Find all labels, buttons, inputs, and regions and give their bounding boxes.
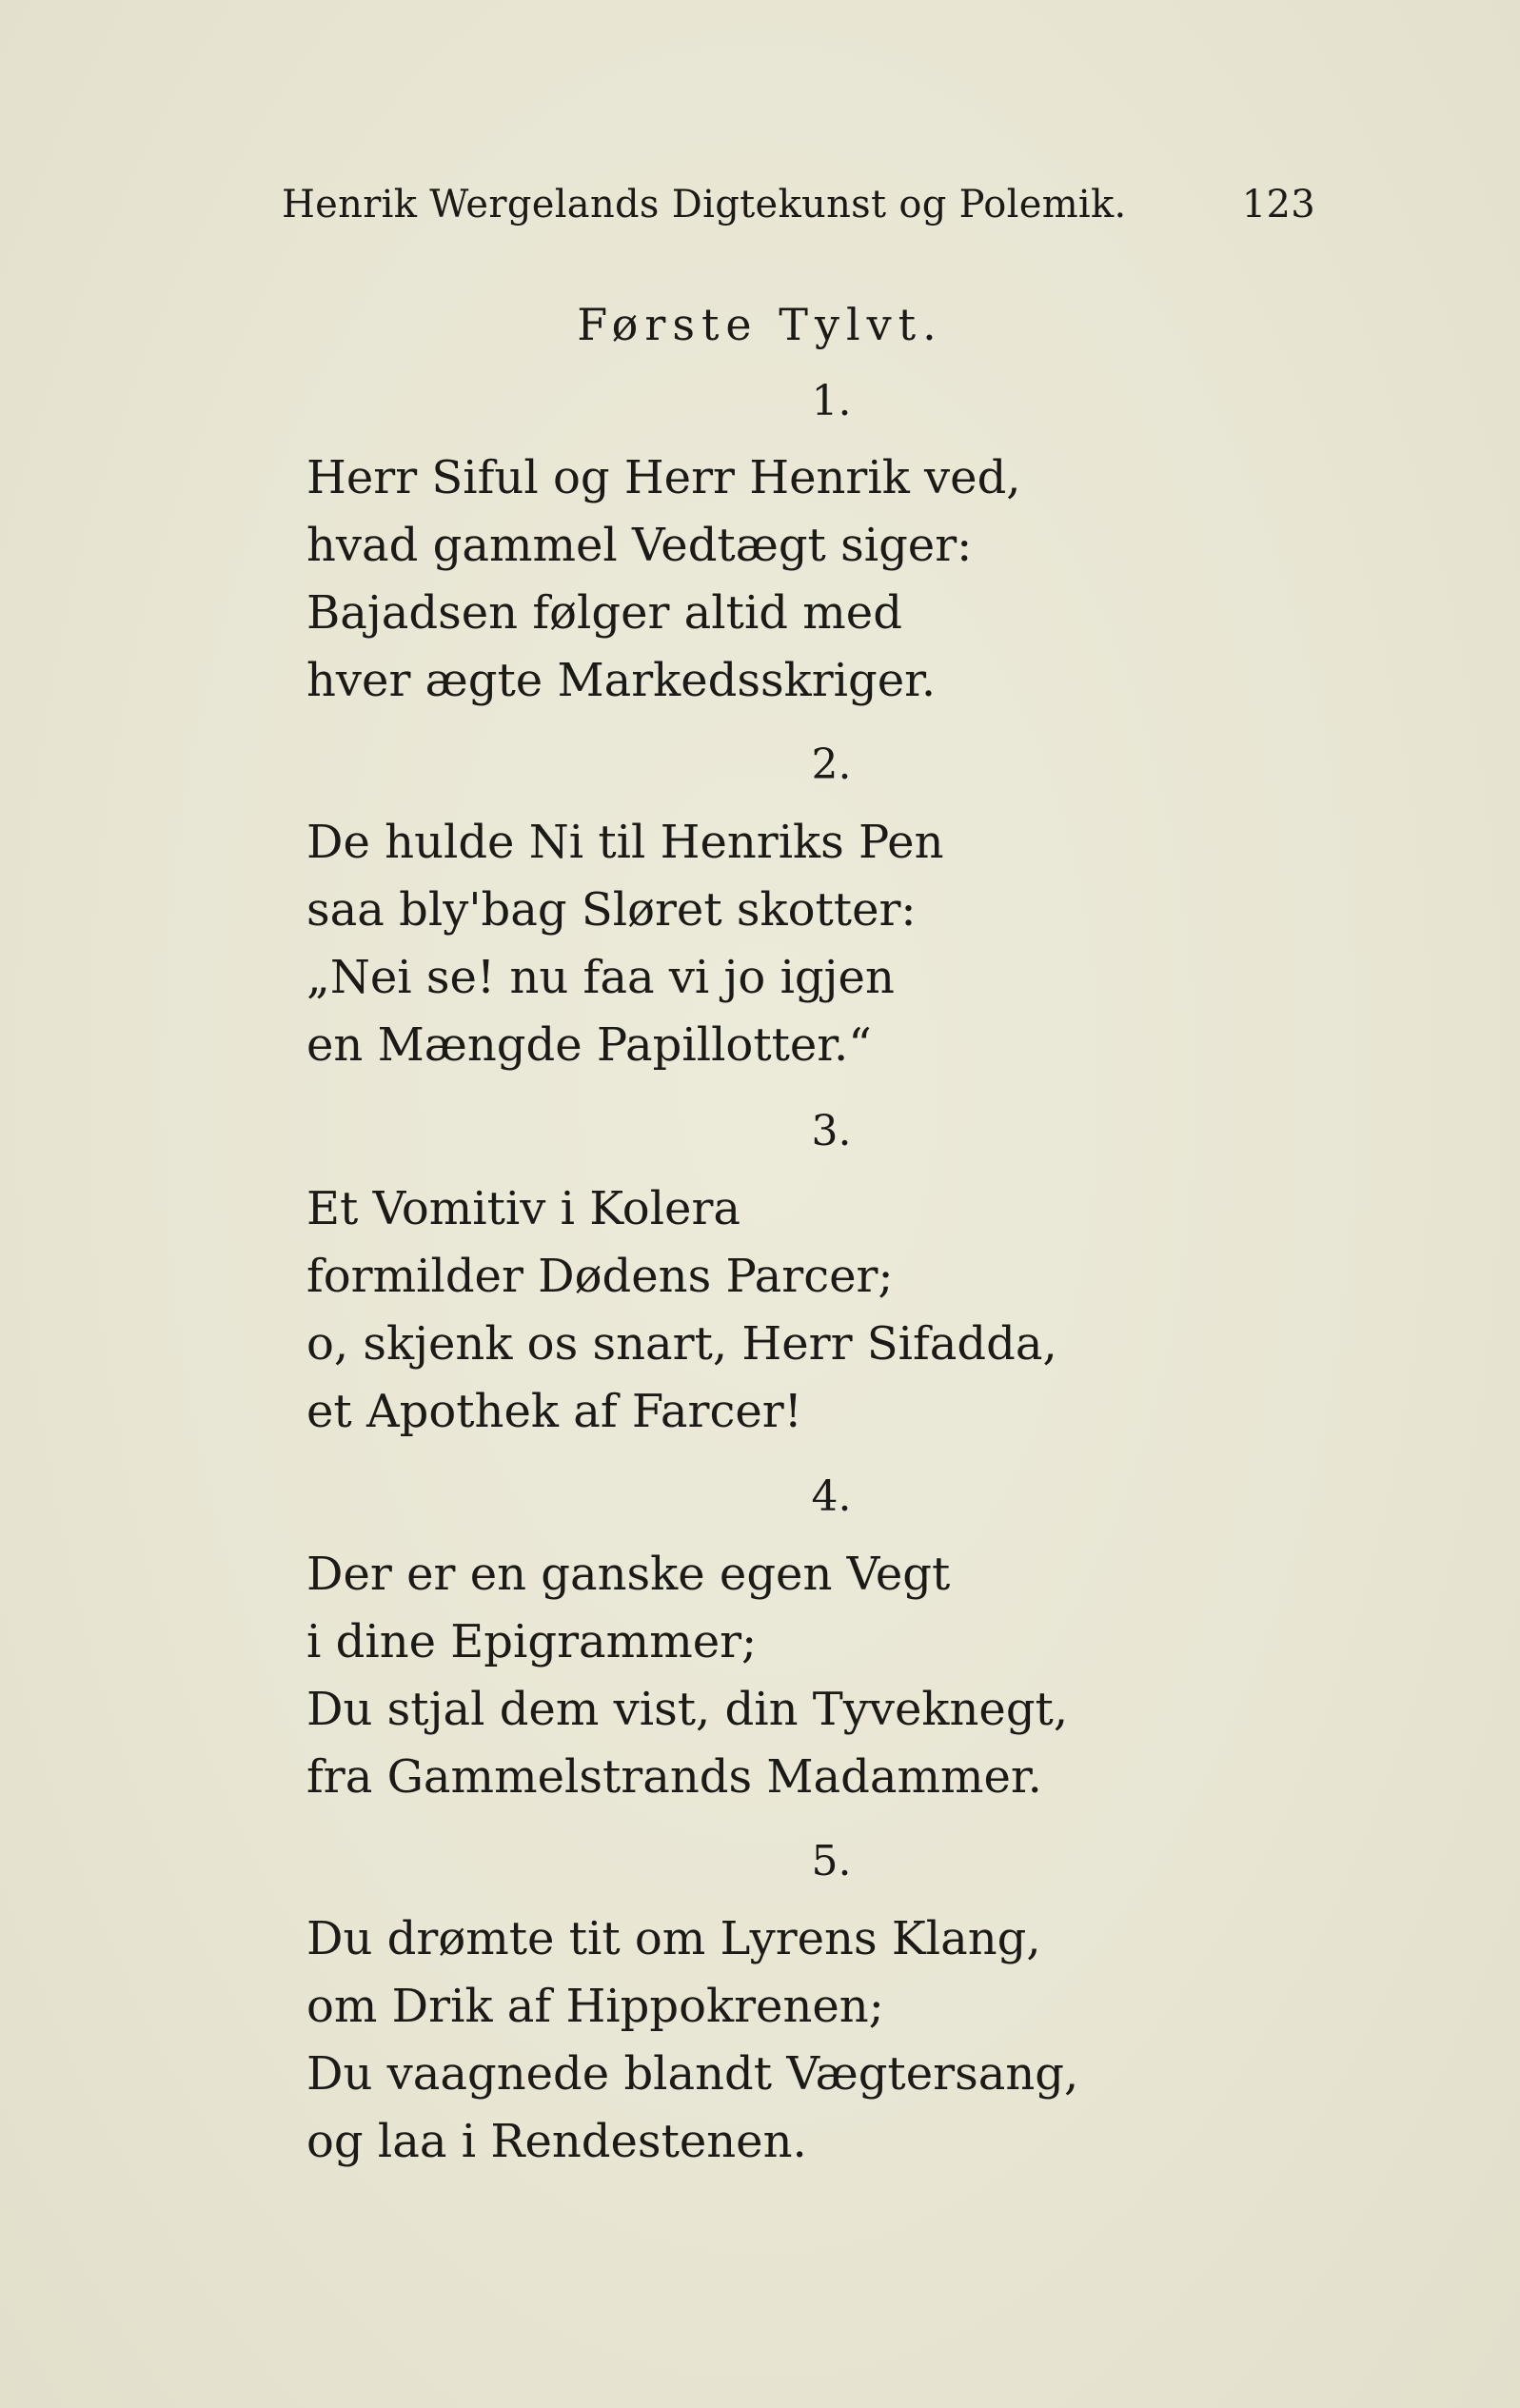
verse-line: Der er en ganske egen Vegt: [306, 1548, 951, 1601]
verse-line: De hulde Ni til Henriks Pen: [306, 816, 944, 869]
stanza-4: [306, 1541, 1258, 1811]
stanza-3: [306, 1175, 1258, 1446]
stanza-number: 5.: [811, 1837, 852, 1885]
verse-line: Et Vomitiv i Kolera: [306, 1182, 741, 1235]
verse-line: og laa i Rendestenen.: [306, 2115, 807, 2168]
verse-line: Du stjal dem vist, din Tyveknegt,: [306, 1683, 1069, 1736]
stanza-2: [306, 809, 1258, 1079]
verse-line: Herr Siful og Herr Henrik ved,: [306, 451, 1021, 504]
running-title: Henrik Wergelands Digtekunst og Polemik.: [282, 183, 1127, 227]
verse-line: Bajadsen følger altid med: [306, 586, 902, 640]
stanza-number: 4.: [811, 1472, 852, 1521]
stanza-number: 2.: [811, 740, 852, 789]
verse-line: fra Gammelstrands Madammer.: [306, 1750, 1042, 1804]
verse-line: en Mængde Papillotter.“: [306, 1018, 872, 1072]
verse-line: om Drik af Hippokrenen;: [306, 1980, 884, 2033]
verse-line: hver ægte Markedsskriger.: [306, 654, 937, 707]
running-head: [282, 183, 1315, 236]
verse-line: o, skjenk os snart, Herr Sifadda,: [306, 1317, 1057, 1371]
stanza-1: [306, 444, 1258, 715]
verse-line: formilder Dødens Parcer;: [306, 1250, 894, 1303]
page-number: 123: [1241, 183, 1315, 227]
verse-line: saa bly'bag Sløret skotter:: [306, 883, 917, 937]
verse-line: hvad gammel Vedtægt siger:: [306, 519, 973, 572]
verse-line: i dine Epigrammer;: [306, 1615, 758, 1668]
section-title: Første Tylvt.: [577, 299, 943, 350]
verse-line: Du drømte tit om Lyrens Klang,: [306, 1912, 1041, 1965]
verse-line: et Apothek af Farcer!: [306, 1385, 802, 1438]
stanza-number: 1.: [811, 377, 852, 425]
verse-line: „Nei se! nu faa vi jo igjen: [306, 951, 895, 1004]
verse-line: Du vaagnede blandt Vægtersang,: [306, 2047, 1079, 2101]
stanza-5: [306, 1905, 1258, 2176]
stanza-number: 3.: [811, 1107, 852, 1155]
